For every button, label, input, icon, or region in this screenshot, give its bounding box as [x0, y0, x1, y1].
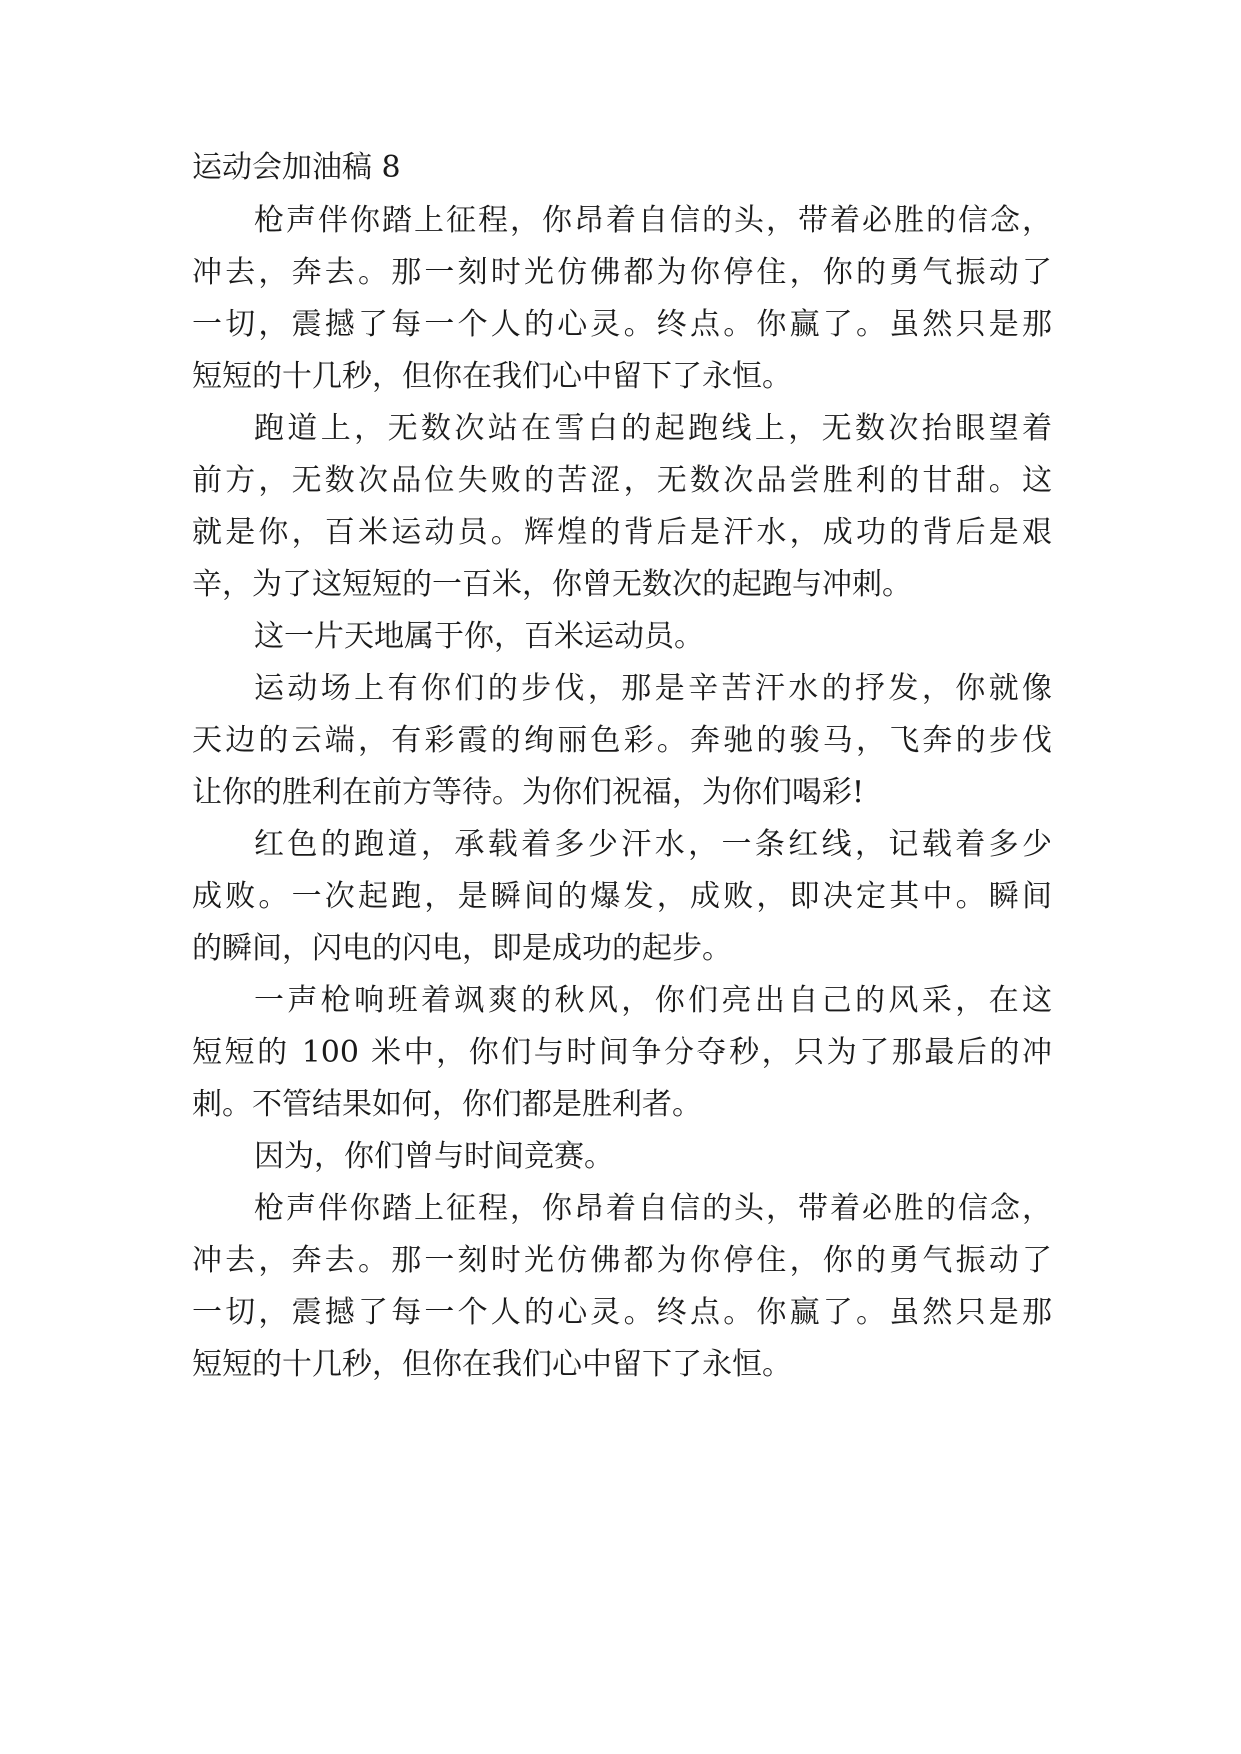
paragraph-line: 冲去，奔去。那一刻时光仿佛都为你停住，你的勇气振动了: [192, 255, 1052, 290]
paragraph-line: 运动场上有你们的步伐，那是辛苦汗水的抒发，你就像: [254, 671, 1052, 706]
paragraph-line: 一声枪响班着飒爽的秋风，你们亮出自己的风采，在这: [254, 983, 1052, 1018]
paragraph-line: 让你的胜利在前方等待。为你们祝福，为你们喝彩!: [192, 775, 865, 810]
page-title: 运动会加油稿 8: [192, 150, 401, 185]
paragraph-line: 就是你，百米运动员。辉煌的背后是汗水，成功的背后是艰: [192, 515, 1052, 550]
paragraph-line: 一切，震撼了每一个人的心灵。终点。你赢了。虽然只是那: [192, 307, 1052, 342]
paragraph-line: 冲去，奔去。那一刻时光仿佛都为你停住，你的勇气振动了: [192, 1243, 1052, 1278]
paragraph-line: 辛，为了这短短的一百米，你曾无数次的起跑与冲刺。: [192, 567, 912, 602]
paragraph-line: 天边的云端，有彩霞的绚丽色彩。奔驰的骏马，飞奔的步伐: [192, 723, 1052, 758]
paragraph-line: 短短的 100 米中，你们与时间争分夺秒，只为了那最后的冲: [192, 1035, 1052, 1070]
paragraph-line: 这一片天地属于你，百米运动员。: [254, 619, 704, 654]
paragraph-line: 一切，震撼了每一个人的心灵。终点。你赢了。虽然只是那: [192, 1295, 1052, 1330]
paragraph-line: 因为，你们曾与时间竞赛。: [254, 1139, 614, 1174]
paragraph-line: 枪声伴你踏上征程，你昂着自信的头，带着必胜的信念，: [254, 1191, 1052, 1226]
paragraph-line: 枪声伴你踏上征程，你昂着自信的头，带着必胜的信念，: [254, 203, 1052, 238]
paragraph-line: 红色的跑道，承载着多少汗水，一条红线，记载着多少: [254, 827, 1052, 862]
paragraph-line: 短短的十几秒，但你在我们心中留下了永恒。: [192, 1347, 792, 1382]
paragraph-line: 跑道上，无数次站在雪白的起跑线上，无数次抬眼望着: [254, 411, 1052, 446]
paragraph-line: 前方，无数次品位失败的苦涩，无数次品尝胜利的甘甜。这: [192, 463, 1052, 498]
paragraph-line: 刺。不管结果如何，你们都是胜利者。: [192, 1087, 702, 1122]
paragraph-line: 成败。一次起跑，是瞬间的爆发，成败，即决定其中。瞬间: [192, 879, 1052, 914]
paragraph-line: 短短的十几秒，但你在我们心中留下了永恒。: [192, 359, 792, 394]
paragraph-line: 的瞬间，闪电的闪电，即是成功的起步。: [192, 931, 732, 966]
